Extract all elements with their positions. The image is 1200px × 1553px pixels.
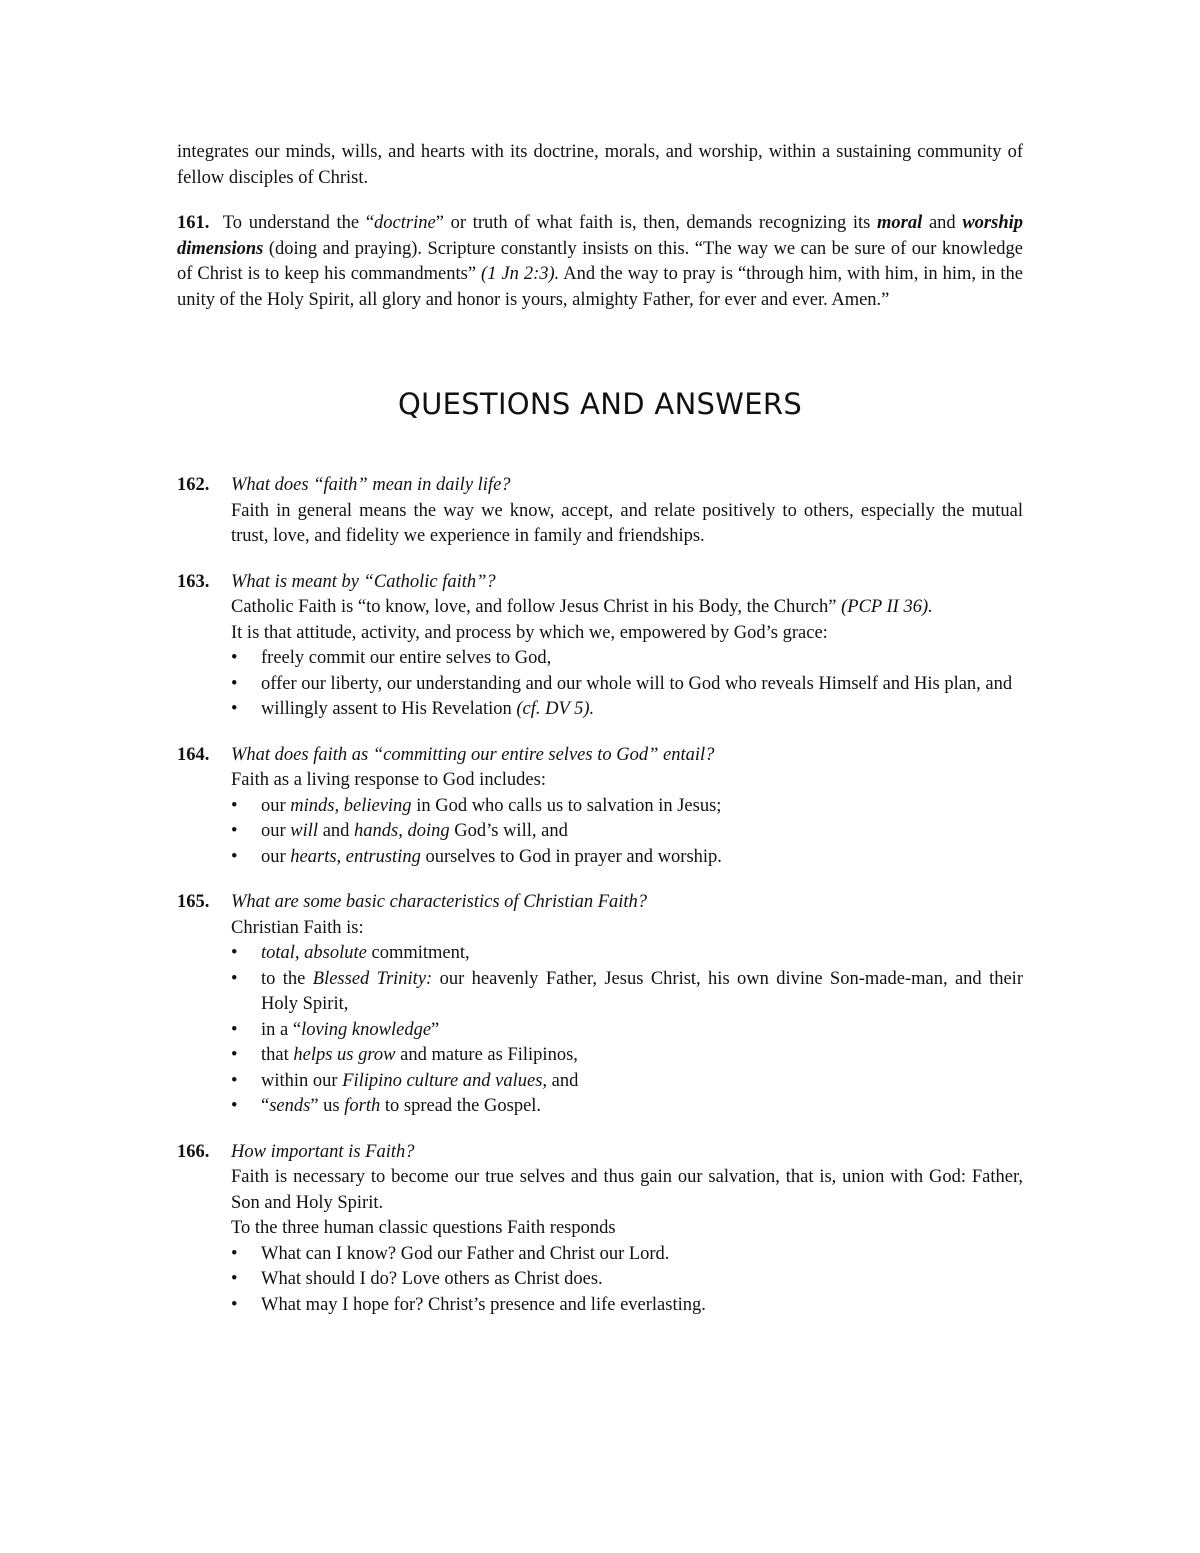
emphasis: loving knowledge xyxy=(301,1019,432,1040)
emphasis-worship: worship dimensions xyxy=(177,213,1024,259)
emphasis: will xyxy=(290,821,319,841)
bullet-icon: • xyxy=(231,673,238,694)
emphasis: hearts, entrusting xyxy=(290,846,421,867)
text-run: that xyxy=(261,1045,294,1065)
text-run: Catholic Faith is “to know, love, and follow Jesus Christ in his Body, the Church” xyxy=(231,597,842,617)
emphasis: sends xyxy=(269,1096,311,1116)
bullet-icon: • xyxy=(231,821,238,841)
text-run: To understand the “ xyxy=(222,213,375,233)
list-item xyxy=(231,1069,1023,1095)
emphasis: forth xyxy=(344,1096,381,1116)
list-item xyxy=(231,646,1023,672)
text-run: And the way to pray is “through him, with him, in him, in the unity of the Holy Spirit, all glory and honor is yours, almighty Father, for ever and ever. Amen.” xyxy=(177,264,1023,310)
question-number: 166. xyxy=(177,1141,210,1162)
qa-item-166 xyxy=(177,1140,1023,1319)
emphasis: helps us grow xyxy=(293,1045,396,1065)
text-run: ” us xyxy=(310,1096,345,1116)
list-item xyxy=(231,1094,1023,1120)
answer-text: Christian Faith is: xyxy=(231,917,364,938)
document-reference: (PCP II 36). xyxy=(841,597,933,617)
text-run: and xyxy=(922,213,963,233)
qa-item-165 xyxy=(177,890,1023,1120)
list-item-text: What may I hope for? Christ’s presence and life everlasting. xyxy=(261,1294,706,1315)
list-item xyxy=(231,1267,1023,1293)
document-page xyxy=(177,140,1023,1338)
bullet-list xyxy=(231,646,1023,723)
emphasis: Filipino culture and values, xyxy=(342,1070,548,1091)
list-item-text: What should I do? Love others as Christ does. xyxy=(261,1269,603,1289)
section-heading: QUESTIONS AND ANSWERS xyxy=(397,387,803,421)
qa-item-163 xyxy=(177,570,1023,723)
text-run: ourselves to God in prayer and worship. xyxy=(420,846,722,867)
emphasis-moral: moral xyxy=(877,213,923,233)
answer-text: To the three human classic questions Faith responds xyxy=(231,1218,616,1238)
list-item xyxy=(231,967,1023,1018)
text-run: ” xyxy=(431,1019,440,1040)
text-run: God’s will, and xyxy=(449,821,568,841)
scripture-reference: (1 Jn 2:3). xyxy=(481,264,560,284)
text-run: to spread the Gospel. xyxy=(380,1096,542,1116)
qa-item-164 xyxy=(177,743,1023,871)
text-run: within our xyxy=(261,1070,343,1091)
list-item xyxy=(231,941,1023,967)
list-item xyxy=(231,794,1023,820)
text-run: our xyxy=(261,795,291,816)
list-item-text: What can I know? God our Father and Christ our Lord. xyxy=(261,1243,670,1264)
list-item xyxy=(231,697,1023,723)
text-run: our xyxy=(261,846,291,867)
question-text: What is meant by “Catholic faith”? xyxy=(231,571,496,592)
question-text: What are some basic characteristics of Christian Faith? xyxy=(231,892,648,912)
question-number: 165. xyxy=(177,892,210,912)
answer-text: Faith in general means the way we know, accept, and relate positively to others, especially the mutual trust, love, and fidelity we experience in family and friendships. xyxy=(231,500,1023,546)
continuation-paragraph: integrates our minds, wills, and hearts with its doctrine, morals, and worship, within a sustaining community of fellow disciples of Christ. xyxy=(177,142,1023,188)
bullet-icon: • xyxy=(231,795,238,816)
list-item xyxy=(231,1242,1023,1268)
bullet-icon: • xyxy=(231,1243,238,1264)
list-item xyxy=(231,672,1023,698)
bullet-icon: • xyxy=(231,943,238,963)
list-item xyxy=(231,1043,1023,1069)
text-run: commitment, xyxy=(366,943,470,963)
list-item-text: offer our liberty, our understanding and our whole will to God who reveals Himself and His plan, and xyxy=(261,673,1013,694)
list-item-text: willingly assent to His Revelation xyxy=(261,699,517,719)
answer-text xyxy=(231,595,1023,621)
text-run: our xyxy=(261,821,291,841)
text-run: and xyxy=(547,1070,579,1091)
bullet-list xyxy=(231,794,1023,871)
bullet-icon: • xyxy=(231,968,238,989)
list-item xyxy=(231,1293,1023,1319)
text-run: (doing and praying). Scripture constantly insists on this. “The way we can be sure of our knowledge of Christ is to keep his commandments” xyxy=(177,238,1023,284)
emphasis: minds, believing xyxy=(290,795,412,816)
list-item xyxy=(231,819,1023,845)
text-run: ” or truth of what faith is, then, demands recognizing its xyxy=(435,213,878,233)
bullet-icon: • xyxy=(231,699,238,719)
text-run: our heavenly Father, Jesus Christ, his own divine Son-made-man, and their Holy Spirit, xyxy=(261,968,1023,1014)
text-run: in a “ xyxy=(261,1019,302,1040)
question-text: How important is Faith? xyxy=(231,1141,415,1162)
bullet-icon: • xyxy=(231,648,238,668)
bullet-icon: • xyxy=(231,1269,238,1289)
text-run: to the xyxy=(261,968,313,989)
answer-text: Faith is necessary to become our true selves and thus gain our salvation, that is, union with God: Father, Son and Holy Spirit. xyxy=(231,1167,1023,1213)
list-item xyxy=(231,845,1023,871)
emphasis: Blessed Trinity: xyxy=(312,968,433,989)
emphasis: hands, doing xyxy=(354,821,450,841)
bullet-icon: • xyxy=(231,1096,238,1116)
bullet-list xyxy=(231,941,1023,1120)
question-number: 164. xyxy=(177,744,210,765)
document-reference: (cf. DV 5). xyxy=(516,699,595,719)
answer-text: It is that attitude, activity, and process by which we, empowered by God’s grace: xyxy=(231,622,828,643)
bullet-icon: • xyxy=(231,1045,238,1065)
answer-text: Faith as a living response to God includes: xyxy=(231,770,546,790)
text-run: and mature as Filipinos, xyxy=(395,1045,578,1065)
bullet-icon: • xyxy=(231,1019,238,1040)
text-run: in God who calls us to salvation in Jesus; xyxy=(411,795,722,816)
bullet-icon: • xyxy=(231,846,238,867)
question-text: What does faith as “committing our entire selves to God” entail? xyxy=(231,744,715,765)
paragraph-161 xyxy=(177,211,1023,313)
bullet-icon: • xyxy=(231,1294,238,1315)
qa-item-162 xyxy=(177,473,1023,550)
emphasis: total, absolute xyxy=(261,943,367,963)
paragraph-number: 161. xyxy=(177,213,210,233)
question-number: 163. xyxy=(177,571,210,592)
text-run: “ xyxy=(261,1096,270,1116)
question-text: What does “faith” mean in daily life? xyxy=(231,475,511,495)
list-item-text: freely commit our entire selves to God, xyxy=(261,648,552,668)
emphasis-doctrine: doctrine xyxy=(374,213,436,233)
text-run: and xyxy=(318,821,355,841)
bullet-icon: • xyxy=(231,1070,238,1091)
question-number: 162. xyxy=(177,475,210,495)
list-item xyxy=(231,1018,1023,1044)
bullet-list xyxy=(231,1242,1023,1319)
